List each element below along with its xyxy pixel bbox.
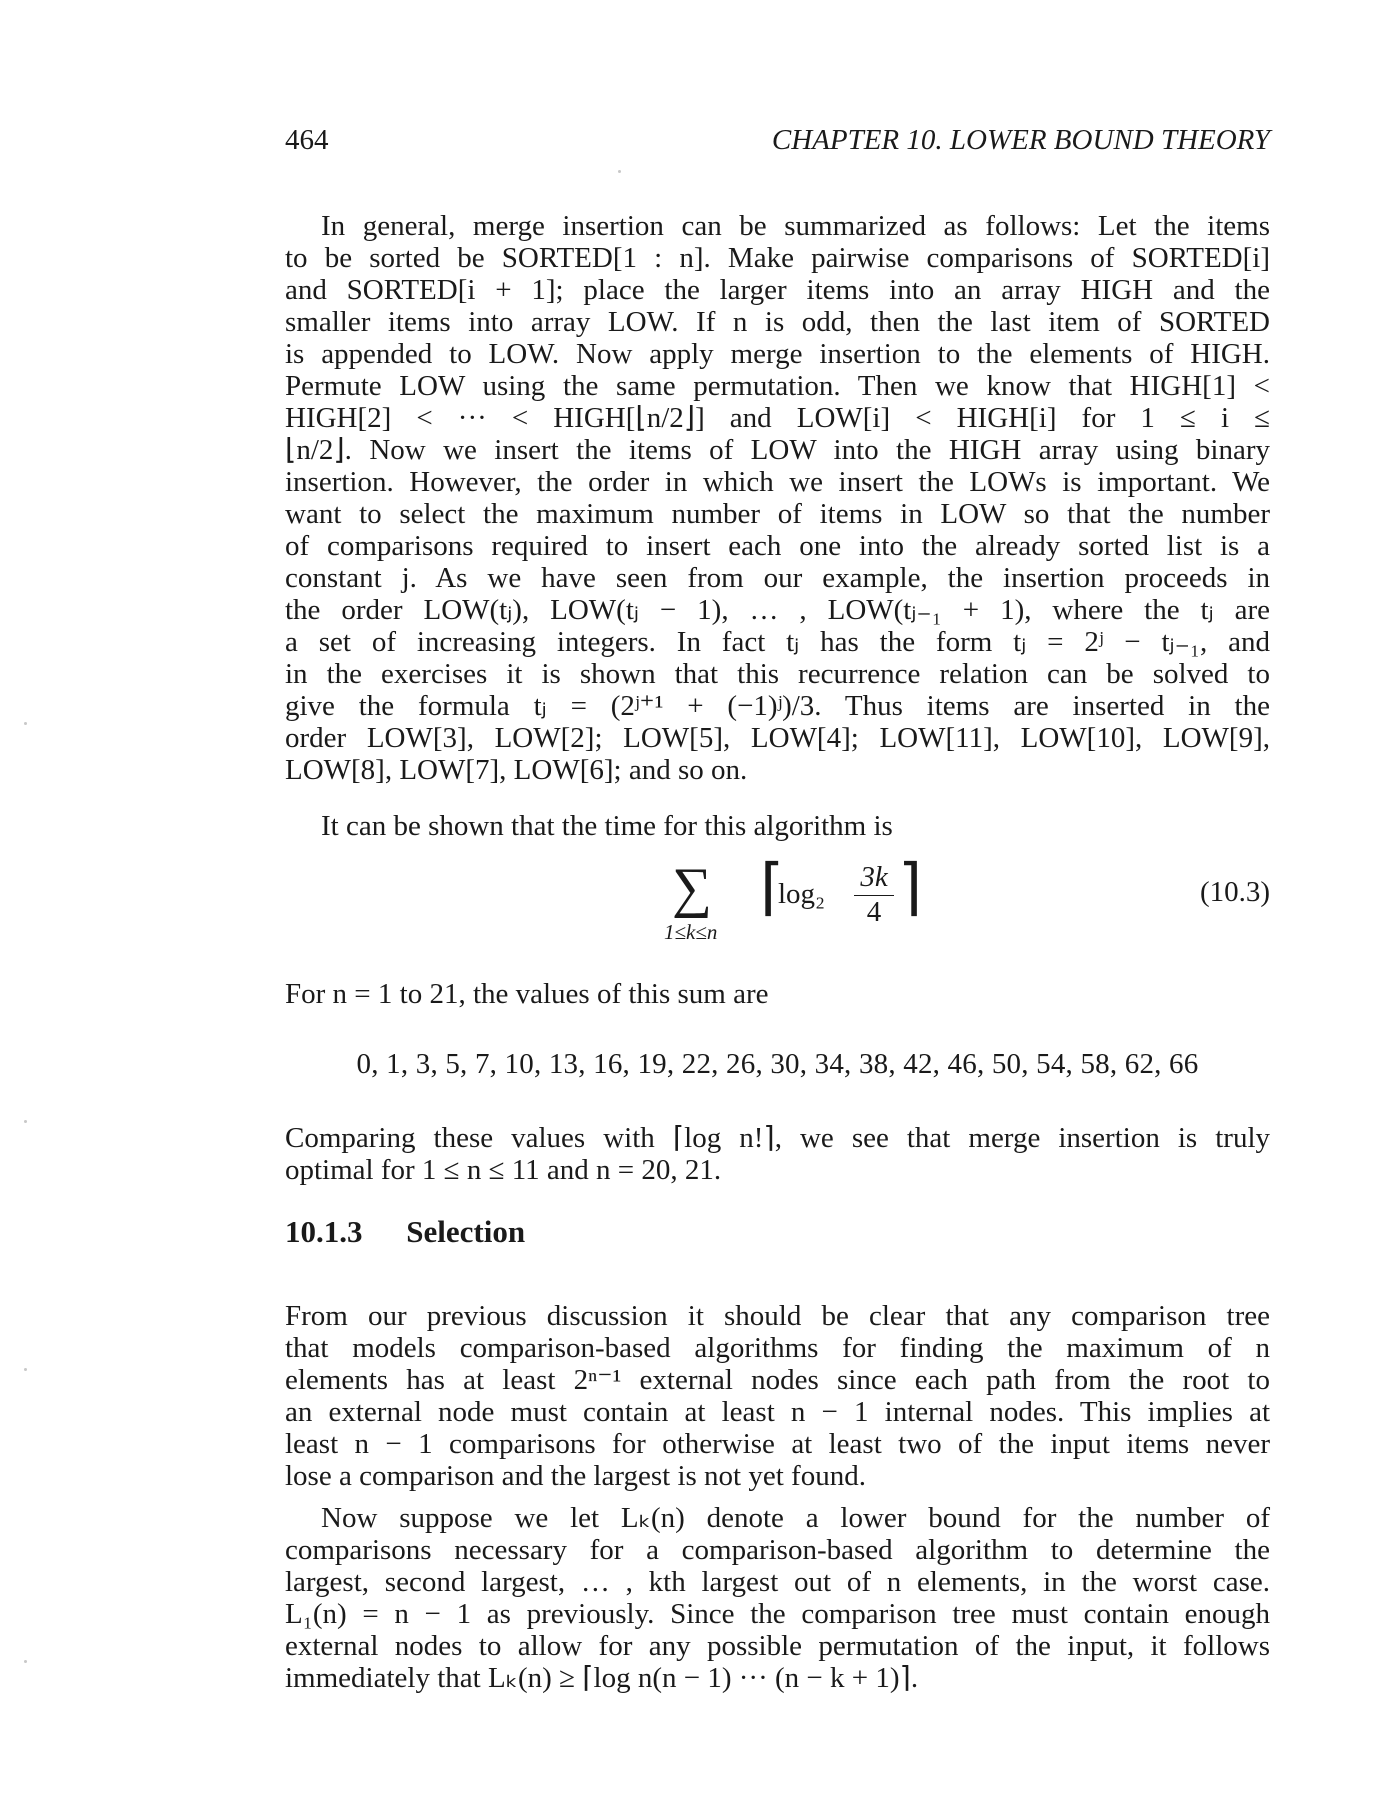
sum-values-list: 0, 1, 3, 5, 7, 10, 13, 16, 19, 22, 26, 30, 34, 38, 42, 46, 50, 54, 58, 62, 66 [356, 1048, 1199, 1080]
text-line: of comparisons required to insert each one into the already sorted list is a [285, 530, 1270, 562]
text-line: elements has at least 2ⁿ⁻¹ external nodes since each path from the root to [285, 1364, 1270, 1396]
ceiling-right: ⌉ [898, 854, 923, 922]
paragraph-merge-insertion [285, 210, 1270, 786]
text-line: lose a comparison and the largest is not yet found. [285, 1460, 866, 1492]
scan-mark [618, 170, 621, 173]
section-heading [285, 1214, 525, 1250]
fraction [852, 860, 896, 927]
fraction-denominator: 4 [866, 896, 882, 928]
sigma-symbol: ∑ [672, 857, 712, 919]
summation-equation [664, 854, 923, 970]
text-line: Permute LOW using the same permutation. Then we know that HIGH[1] < [285, 370, 1270, 402]
text-line: in the exercises it is shown that this recurrence relation can be solved to [285, 658, 1270, 690]
text-line: insertion. However, the order in which we insert the LOWs is important. We [285, 466, 1270, 498]
log-base-two: log₂ [778, 878, 826, 910]
text-line: Comparing these values with ⌈log n!⌉, we see that merge insertion is truly [285, 1122, 1270, 1154]
text-line: and SORTED[i + 1]; place the larger items into an array HIGH and the [285, 274, 1270, 306]
text-line: to be sorted be SORTED[1 : n]. Make pairwise comparisons of SORTED[i] [285, 242, 1270, 274]
text-line: In general, merge insertion can be summarized as follows: Let the items [321, 210, 1270, 242]
running-title: CHAPTER 10. LOWER BOUND THEORY [771, 124, 1270, 156]
text-line: largest, second largest, … , kth largest out of n elements, in the worst case. [285, 1566, 1270, 1598]
paragraph-comparison [285, 1122, 1270, 1186]
page-number: 464 [285, 124, 329, 156]
paragraph-time-intro: It can be shown that the time for this algorithm is [321, 810, 893, 842]
fraction-numerator: 3k [860, 861, 888, 893]
text-line: constant j. As we have seen from our example, the insertion proceeds in [285, 562, 1270, 594]
text-line: ⌊n/2⌋. Now we insert the items of LOW into the HIGH array using binary [285, 434, 1270, 466]
summation-subscript: 1≤k≤n [664, 920, 718, 944]
scan-mark [24, 722, 27, 725]
text-line: give the formula tⱼ = (2ʲ⁺¹ + (−1)ʲ)/3. Thus items are inserted in the [285, 690, 1270, 722]
text-line: optimal for 1 ≤ n ≤ 11 and n = 20, 21. [285, 1154, 722, 1186]
text-line: the order LOW(tⱼ), LOW(tⱼ − 1), … , LOW(tⱼ₋₁ + 1), where the tⱼ are [285, 594, 1270, 626]
paragraph-lower-bound [285, 1502, 1270, 1694]
ceiling-left: ⌈ [760, 854, 785, 922]
text-line: L₁(n) = n − 1 as previously. Since the comparison tree must contain enough [285, 1598, 1270, 1630]
text-line: smaller items into array LOW. If n is odd, then the last item of SORTED [285, 306, 1270, 338]
text-line: HIGH[2] < ··· < HIGH[⌊n/2⌋] and LOW[i] < HIGH[i] for 1 ≤ i ≤ [285, 402, 1270, 434]
equation-number: (10.3) [1200, 876, 1271, 908]
scan-mark [24, 1120, 27, 1123]
page-header [285, 124, 1270, 160]
text-line: is appended to LOW. Now apply merge insertion to the elements of HIGH. [285, 338, 1270, 370]
section-title: Selection [406, 1214, 526, 1249]
text-line: that models comparison-based algorithms for finding the maximum of n [285, 1332, 1270, 1364]
text-line: external nodes to allow for any possible permutation of the input, it follows [285, 1630, 1270, 1662]
section-number: 10.1.3 [285, 1214, 363, 1249]
text-line: comparisons necessary for a comparison-based algorithm to determine the [285, 1534, 1270, 1566]
text-line: order LOW[3], LOW[2]; LOW[5], LOW[4]; LOW[11], LOW[10], LOW[9], [285, 722, 1270, 754]
text-line: want to select the maximum number of items in LOW so that the number [285, 498, 1270, 530]
paragraph-values-intro: For n = 1 to 21, the values of this sum are [285, 978, 769, 1010]
paragraph-selection-intro [285, 1300, 1270, 1492]
text-line: an external node must contain at least n − 1 internal nodes. This implies at [285, 1396, 1270, 1428]
text-line: From our previous discussion it should be clear that any comparison tree [285, 1300, 1270, 1332]
scan-mark [24, 1660, 27, 1663]
text-line: LOW[8], LOW[7], LOW[6]; and so on. [285, 754, 748, 786]
text-line: least n − 1 comparisons for otherwise at least two of the input items never [285, 1428, 1270, 1460]
text-line: immediately that Lₖ(n) ≥ ⌈log n(n − 1) ··· (n − k + 1)⌉. [285, 1662, 919, 1694]
text-line: a set of increasing integers. In fact tⱼ has the form tⱼ = 2ʲ − tⱼ₋₁, and [285, 626, 1270, 658]
scan-mark [24, 1368, 27, 1371]
text-line: Now suppose we let Lₖ(n) denote a lower bound for the number of [321, 1502, 1270, 1534]
